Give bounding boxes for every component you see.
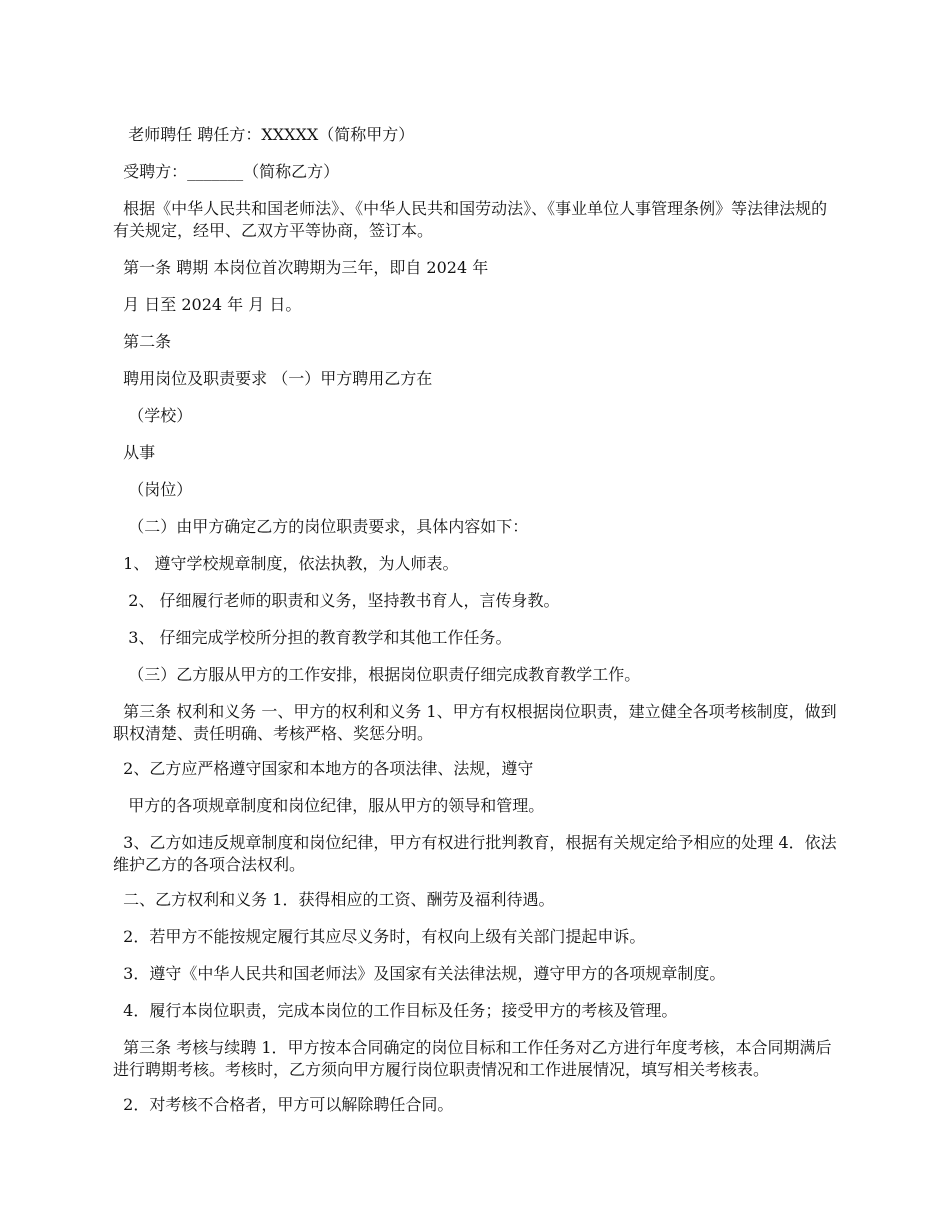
paragraph-12: 1、 遵守学校规章制度，依法执教，为人师表。 [113, 554, 459, 573]
paragraph-6: 第二条 [113, 332, 172, 351]
paragraph-24: 第三条 考核与续聘 1．甲方按本合同确定的岗位目标和工作任务对乙方进行年度考核，本合同期满后进行聘期考核。考核时，乙方须向甲方履行岗位职责情况和工作进展情况，填写相关考核表。 [113, 1038, 832, 1079]
paragraph-9: 从事 [113, 443, 156, 462]
paragraph-2: 受聘方：_______（简称乙方） [113, 162, 340, 181]
paragraph-13: 2、 仔细履行老师的职责和义务，坚持教书育人，言传身教。 [113, 591, 560, 610]
paragraph-16: 第三条 权利和义务 一、甲方的权利和义务 1、甲方有权根据岗位职责，建立健全各项考核制度，做到职权清楚、责任明确、考核严格、奖惩分明。 [113, 702, 837, 743]
paragraph-4: 第一条 聘期 本岗位首次聘期为三年，即自 2024 年 [113, 258, 489, 277]
paragraph-20: 二、乙方权利和义务 1．获得相应的工资、酬劳及福利待遇。 [113, 890, 555, 909]
paragraph-17: 2、乙方应严格遵守国家和本地方的各项法律、法规，遵守 [113, 759, 534, 778]
paragraph-10: （岗位） [113, 480, 193, 499]
paragraph-8: （学校） [113, 406, 193, 425]
paragraph-15: （三）乙方服从甲方的工作安排，根据岗位职责仔细完成教育教学工作。 [113, 665, 641, 684]
paragraph-3: 根据《中华人民共和国老师法》、《中华人民共和国劳动法》、《事业单位人事管理条例》等法律法规的有关规定，经甲、乙双方平等协商，签订本。 [113, 199, 828, 240]
paragraph-23: 4．履行本岗位职责，完成本岗位的工作目标及任务；接受甲方的考核及管理。 [113, 1001, 678, 1020]
paragraph-11: （二）由甲方确定乙方的岗位职责要求，具体内容如下： [113, 517, 529, 536]
document-page [113, 124, 843, 1131]
paragraph-21: 2．若甲方不能按规定履行其应尽义务时，有权向上级有关部门提起申诉。 [113, 927, 646, 946]
paragraph-25: 2．对考核不合格者，甲方可以解除聘任合同。 [113, 1095, 454, 1114]
paragraph-19: 3、乙方如违反规章制度和岗位纪律，甲方有权进行批判教育，根据有关规定给予相应的处理 4．依法维护乙方的各项合法权利。 [113, 833, 837, 874]
paragraph-5: 月 日至 2024 年 月 日。 [113, 295, 302, 314]
paragraph-18: 甲方的各项规章制度和岗位纪律，服从甲方的领导和管理。 [113, 796, 545, 815]
paragraph-14: 3、 仔细完成学校所分担的教育教学和其他工作任务。 [113, 628, 512, 647]
paragraph-1: 老师聘任 聘任方：XXXXX（简称甲方） [113, 125, 415, 144]
paragraph-22: 3．遵守《中华人民共和国老师法》及国家有关法律法规，遵守甲方的各项规章制度。 [113, 964, 726, 983]
paragraph-7: 聘用岗位及职责要求 （一）甲方聘用乙方在 [113, 369, 433, 388]
